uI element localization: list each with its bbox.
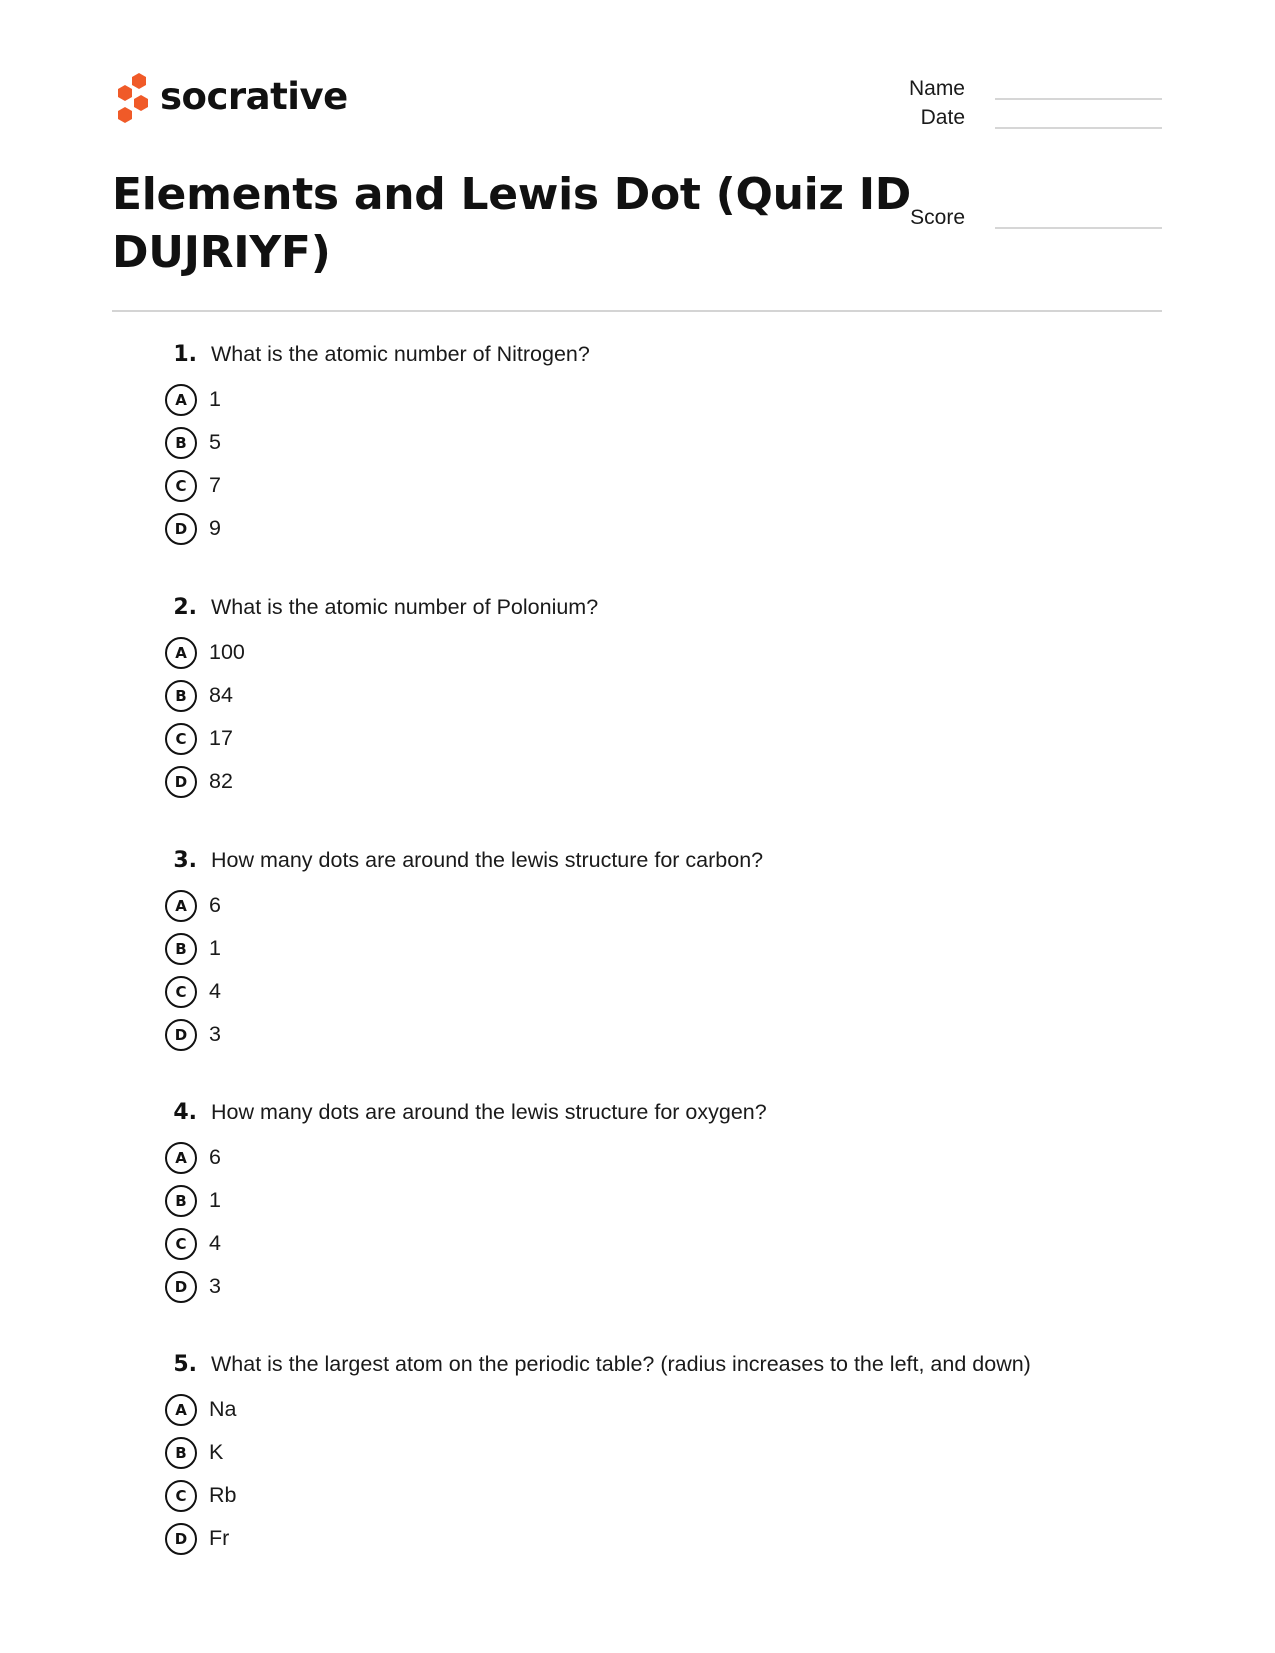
header-divider bbox=[112, 310, 1162, 312]
question-text: How many dots are around the lewis structure for oxygen? bbox=[211, 1100, 767, 1124]
option-letter-circle-icon: B bbox=[165, 1437, 197, 1469]
option-letter-circle-icon: B bbox=[165, 427, 197, 459]
option-d[interactable] bbox=[165, 1517, 1165, 1560]
question-text: How many dots are around the lewis structure for carbon? bbox=[211, 848, 764, 872]
option-letter-circle-icon: C bbox=[165, 470, 197, 502]
option-b[interactable] bbox=[165, 927, 1165, 970]
option-d[interactable] bbox=[165, 760, 1165, 803]
option-letter-circle-icon: A bbox=[165, 637, 197, 669]
option-letter-circle-icon: D bbox=[165, 1523, 197, 1555]
option-b[interactable] bbox=[165, 1179, 1165, 1222]
option-text: 9 bbox=[209, 516, 221, 540]
option-a[interactable] bbox=[165, 884, 1165, 927]
option-text: 1 bbox=[209, 936, 221, 960]
option-text: 17 bbox=[209, 726, 233, 750]
option-letter-circle-icon: A bbox=[165, 890, 197, 922]
socrative-logo bbox=[112, 72, 348, 124]
option-d[interactable] bbox=[165, 507, 1165, 550]
question-3 bbox=[165, 848, 1165, 1056]
option-letter-circle-icon: B bbox=[165, 680, 197, 712]
option-text: 3 bbox=[209, 1022, 221, 1046]
option-text: Rb bbox=[209, 1483, 237, 1507]
option-letter-circle-icon: A bbox=[165, 1142, 197, 1174]
option-text: 6 bbox=[209, 1145, 221, 1169]
question-number: 3. bbox=[173, 848, 197, 873]
option-text: 100 bbox=[209, 640, 245, 664]
option-text: Na bbox=[209, 1397, 237, 1421]
name-label: Name bbox=[908, 77, 965, 100]
name-input-line[interactable] bbox=[995, 98, 1162, 100]
score-input-line[interactable] bbox=[995, 227, 1162, 229]
option-text: 7 bbox=[209, 473, 221, 497]
date-label: Date bbox=[920, 106, 965, 129]
option-letter-circle-icon: D bbox=[165, 1271, 197, 1303]
hexagon-cluster-icon bbox=[112, 72, 152, 124]
option-b[interactable] bbox=[165, 1431, 1165, 1474]
score-label: Score bbox=[910, 206, 965, 229]
option-a[interactable] bbox=[165, 1388, 1165, 1431]
option-letter-circle-icon: B bbox=[165, 933, 197, 965]
option-text: 82 bbox=[209, 769, 233, 793]
option-c[interactable] bbox=[165, 1222, 1165, 1265]
option-c[interactable] bbox=[165, 717, 1165, 760]
option-letter-circle-icon: A bbox=[165, 1394, 197, 1426]
question-number: 1. bbox=[173, 342, 197, 367]
option-text: 5 bbox=[209, 430, 221, 454]
option-a[interactable] bbox=[165, 1136, 1165, 1179]
option-a[interactable] bbox=[165, 631, 1165, 674]
option-c[interactable] bbox=[165, 464, 1165, 507]
question-text: What is the largest atom on the periodic table? (radius increases to the left, and down) bbox=[211, 1352, 1031, 1376]
question-number: 2. bbox=[173, 595, 197, 620]
date-input-line[interactable] bbox=[995, 127, 1162, 129]
option-text: 3 bbox=[209, 1274, 221, 1298]
option-letter-circle-icon: C bbox=[165, 976, 197, 1008]
option-letter-circle-icon: D bbox=[165, 513, 197, 545]
question-1 bbox=[165, 342, 1165, 550]
option-text: 1 bbox=[209, 387, 221, 411]
option-d[interactable] bbox=[165, 1013, 1165, 1056]
brand-name: socrative bbox=[160, 74, 348, 118]
option-text: 6 bbox=[209, 893, 221, 917]
question-text: What is the atomic number of Polonium? bbox=[211, 595, 599, 619]
option-b[interactable] bbox=[165, 421, 1165, 464]
option-text: 4 bbox=[209, 979, 221, 1003]
question-2 bbox=[165, 595, 1165, 803]
option-letter-circle-icon: C bbox=[165, 1480, 197, 1512]
option-c[interactable] bbox=[165, 1474, 1165, 1517]
option-letter-circle-icon: D bbox=[165, 1019, 197, 1051]
option-letter-circle-icon: C bbox=[165, 1228, 197, 1260]
quiz-title: Elements and Lewis Dot (Quiz ID DUJRIYF) bbox=[112, 169, 912, 278]
option-c[interactable] bbox=[165, 970, 1165, 1013]
option-text: K bbox=[209, 1440, 224, 1464]
option-letter-circle-icon: C bbox=[165, 723, 197, 755]
question-text: What is the atomic number of Nitrogen? bbox=[211, 342, 590, 366]
option-b[interactable] bbox=[165, 674, 1165, 717]
option-text: 4 bbox=[209, 1231, 221, 1255]
option-d[interactable] bbox=[165, 1265, 1165, 1308]
question-number: 4. bbox=[173, 1100, 197, 1125]
option-letter-circle-icon: B bbox=[165, 1185, 197, 1217]
option-letter-circle-icon: A bbox=[165, 384, 197, 416]
option-a[interactable] bbox=[165, 378, 1165, 421]
option-text: Fr bbox=[209, 1526, 230, 1550]
question-number: 5. bbox=[173, 1352, 197, 1377]
date-field bbox=[880, 107, 965, 128]
name-field bbox=[880, 78, 965, 99]
option-letter-circle-icon: D bbox=[165, 766, 197, 798]
option-text: 1 bbox=[209, 1188, 221, 1212]
option-text: 84 bbox=[209, 683, 233, 707]
question-4 bbox=[165, 1100, 1165, 1308]
question-5 bbox=[165, 1352, 1165, 1560]
